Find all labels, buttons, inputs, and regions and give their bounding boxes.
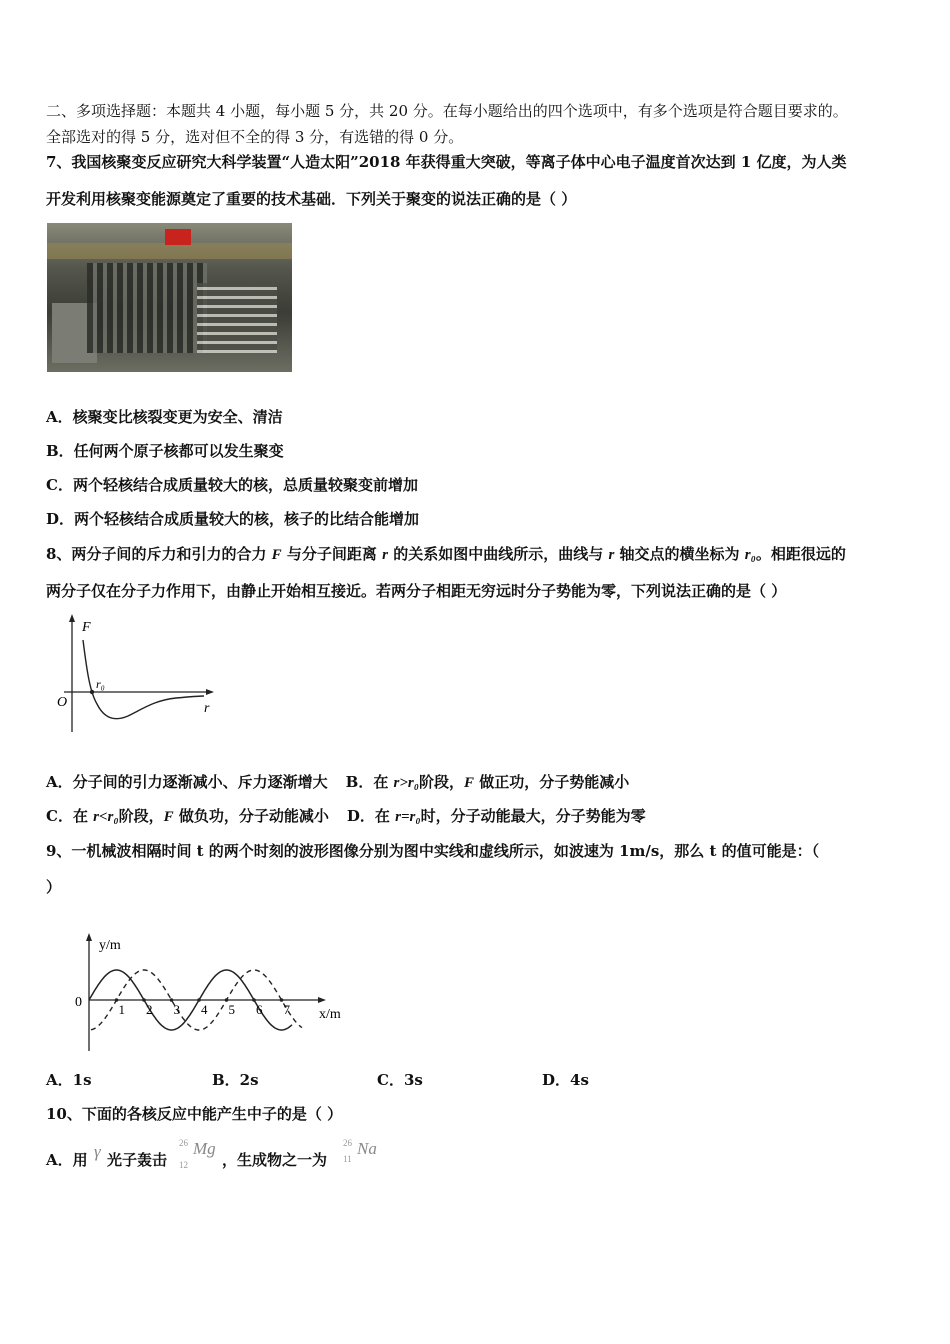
tokamak-photo [47, 223, 292, 372]
q7-stem-line2: 开发利用核聚变能源奠定了重要的技术基础．下列关于聚变的说法正确的是（ ） [46, 190, 577, 208]
q9-stem-line1: 9、一机械波相隔时间 t 的两个时刻的波形图像分别为图中实线和虚线所示，如波速为 1m/s，那么 t 的值可能是：（ [46, 842, 820, 860]
na-mass-number: 26 [343, 1138, 352, 1148]
wave-tick-labels [115, 998, 291, 1017]
wave-y-label: y/m [99, 938, 121, 953]
r0-point [90, 690, 94, 694]
na-atomic-number: 11 [343, 1154, 352, 1164]
q7-option-a: A．核聚变比核裂变更为安全、清洁 [46, 408, 283, 426]
graph-r0-label: r₀ [96, 677, 105, 691]
na-symbol: Na [357, 1139, 377, 1158]
section-scoring: 全部选对的得 5 分，选对但不全的得 3 分，有选错的得 0 分。 [46, 128, 464, 146]
q8-text-a: 8、两分子间的斥力和引力的合力 [46, 545, 272, 563]
q9-stem-line2: ） [46, 878, 62, 896]
q8-text-c: 的关系如图中曲线所示，曲线与 [387, 545, 609, 563]
wave-tick-label: 6 [256, 1002, 263, 1017]
wave-origin-label: 0 [75, 995, 82, 1010]
graph-y-label: F [82, 620, 91, 635]
q8-option-c-e: 做负功，分子动能减小 [173, 807, 329, 825]
wave-graph [70, 930, 360, 1055]
wave-tick-label: 5 [228, 1002, 235, 1017]
q10-stem: 10、下面的各核反应中能产生中子的是（ ） [46, 1105, 343, 1123]
wave-tick-label: 4 [201, 1002, 208, 1017]
wave-tick-label: 3 [173, 1002, 180, 1017]
q8-option-c-cond: r<r₀ [93, 809, 119, 825]
graph-origin-label: O [57, 695, 68, 710]
graph-x-label: r [204, 701, 210, 716]
q8-var-r2: r [608, 547, 615, 563]
q8-option-d-c: 时，分子动能最大，分子势能为零 [420, 807, 646, 825]
wave-x-label: x/m [319, 1007, 341, 1022]
q10-option-a-label: A．用 [46, 1151, 88, 1169]
graph-y-arrow [69, 614, 75, 622]
force-distance-graph [52, 612, 222, 740]
q8-option-a: A．分子间的引力逐渐减小、斥力逐渐增大 [46, 773, 328, 791]
mg-mass-number: 26 [179, 1138, 188, 1148]
q8-stem-line2: 两分子仅在分子力作用下，由静止开始相互接近。若两分子相距无穷远时分子势能为零，下列说法正确的是（ ） [46, 582, 787, 600]
q9-option-a: A．1s [46, 1071, 92, 1089]
q8-option-d-cond: r=r₀ [395, 809, 421, 825]
mg-symbol: Mg [193, 1139, 216, 1158]
q8-text-d: 轴交点的横坐标为 [614, 545, 745, 563]
q8-var-f: F [271, 547, 282, 563]
q7-option-c: C．两个轻核结合成质量较大的核，总质量较聚变前增加 [46, 476, 418, 494]
q8-option-d-a: D．在 [346, 807, 396, 825]
q9-option-d: D．4s [542, 1071, 589, 1089]
q8-option-b-cond: r>r₀ [393, 775, 419, 791]
q9-option-c: C．3s [377, 1071, 423, 1089]
q7-stem-line1: 7、我国核聚变反应研究大科学装置“人造太阳”2018 年获得重大突破，等离子体中心电子温度首次达到 1 亿度，为人类 [46, 153, 847, 171]
graph-x-arrow [206, 689, 214, 695]
wave-tick-label: 7 [283, 1002, 290, 1017]
q8-option-b-f: F [464, 775, 475, 791]
gamma-symbol: γ [94, 1142, 101, 1161]
section-heading: 二、多项选择题：本题共 4 小题，每小题 5 分，共 20 分。在每小题给出的四个选项中，有多个选项是符合题目要求的。 [46, 102, 848, 120]
q8-text-e: 。相距很远的 [755, 545, 846, 563]
q9-option-b: B．2s [212, 1071, 259, 1089]
q8-option-c-a: C．在 [46, 807, 94, 825]
q10-option-a-text2: 光子轰击 [107, 1151, 168, 1169]
q8-option-b-a: B．在 [345, 773, 394, 791]
q8-var-r: r [382, 547, 388, 563]
q8-stem-line1 [46, 543, 846, 566]
q8-var-r0: r₀ [744, 547, 756, 563]
photo-wall [47, 243, 292, 259]
q8-text-b: 与分子间距离 [281, 545, 383, 563]
mg-atomic-number: 12 [179, 1160, 188, 1170]
q8-options-row1 [46, 771, 629, 794]
photo-machine [87, 263, 207, 353]
wave-y-arrow [86, 933, 92, 941]
photo-flag [165, 229, 191, 245]
q7-option-b: B．任何两个原子核都可以发生聚变 [46, 442, 284, 460]
q8-option-c-c: 阶段， [118, 807, 164, 825]
wave-tick-label: 2 [146, 1002, 153, 1017]
q10-option-a-text3: ，生成物之一为 [222, 1151, 328, 1169]
q8-option-b-c: 阶段， [419, 773, 465, 791]
q7-option-d: D．两个轻核结合成质量较大的核，核子的比结合能增加 [46, 510, 420, 528]
wave-x-arrow [318, 997, 326, 1003]
photo-rack [197, 283, 277, 353]
q8-options-row2 [46, 805, 646, 828]
wave-tick-label: 1 [118, 1002, 125, 1017]
q8-option-c-f: F [163, 809, 174, 825]
q8-option-b-e: 做正功，分子势能减小 [474, 773, 630, 791]
